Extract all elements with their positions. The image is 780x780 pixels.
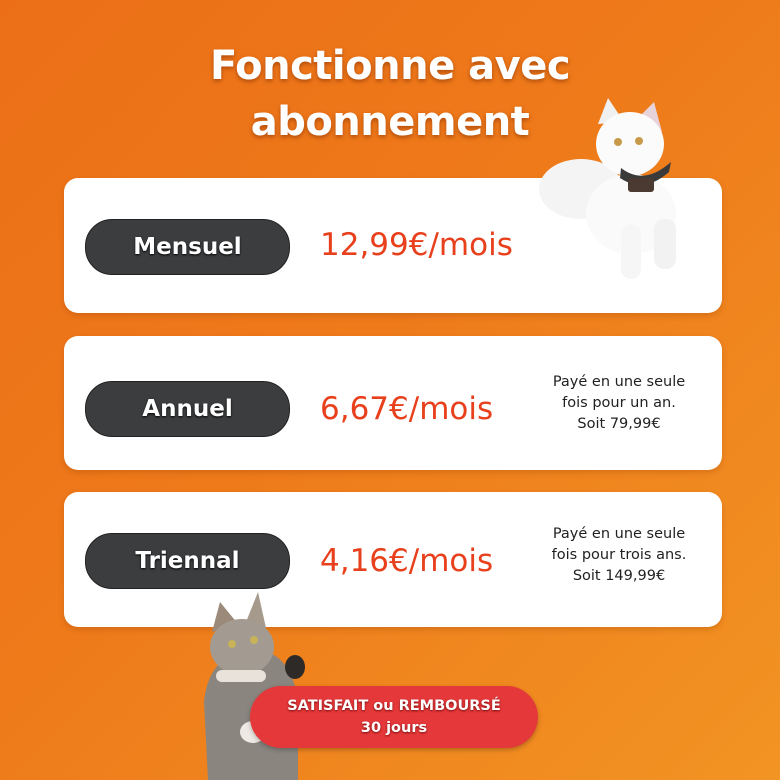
- title-line-2: abonnement: [250, 99, 530, 145]
- plan-price: 12,99€/mois: [320, 227, 513, 263]
- title-line-1: Fonctionne avec: [209, 43, 571, 89]
- satisfaction-guarantee-badge: [250, 686, 538, 748]
- note-line: Soit 149,99€: [572, 568, 666, 584]
- guarantee-line-1: SATISFAIT ou REMBOURSÉ: [287, 698, 501, 714]
- guarantee-line-2: 30 jours: [360, 720, 428, 736]
- white-cat-image: [536, 94, 696, 284]
- plan-card-annual: [64, 336, 722, 470]
- note-line: fois pour trois ans.: [551, 547, 687, 563]
- plan-label-pill: Mensuel: [85, 219, 290, 275]
- plan-label-pill: Annuel: [85, 381, 290, 437]
- plan-card-triennial: [64, 492, 722, 627]
- note-line: Soit 79,99€: [577, 416, 661, 432]
- plan-note: [534, 372, 704, 435]
- note-line: Payé en une seule: [552, 374, 686, 390]
- plan-note: [534, 524, 704, 587]
- plan-label-pill: Triennal: [85, 533, 290, 589]
- plan-price: 6,67€/mois: [320, 391, 494, 427]
- note-line: fois pour un an.: [562, 395, 676, 411]
- plan-price: 4,16€/mois: [320, 543, 494, 579]
- note-line: Payé en une seule: [552, 526, 686, 542]
